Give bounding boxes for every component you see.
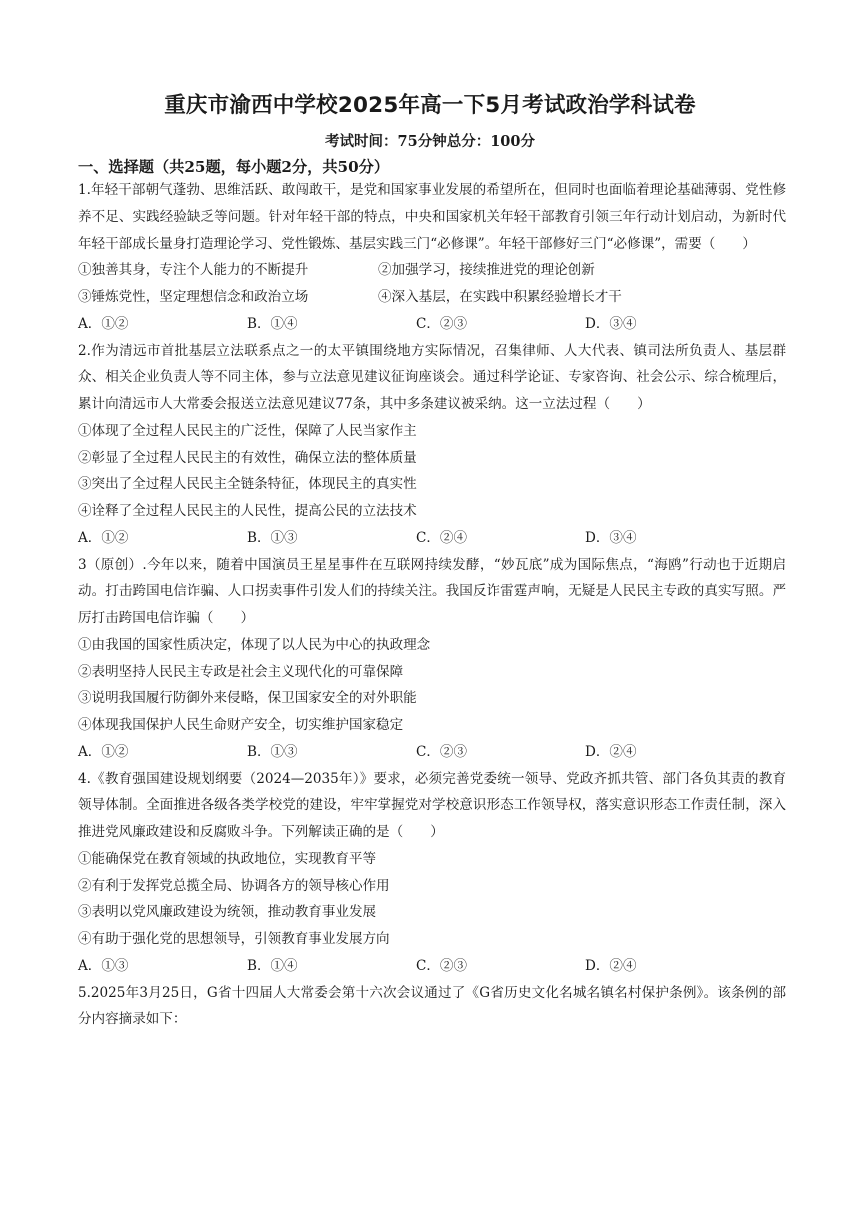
exam-info: 考试时间：75分钟总分：100分 (325, 133, 535, 150)
statement-option: ②有利于发挥党总揽全局、协调各方的领导核心作用 (78, 877, 390, 894)
statement-option: ①体现了全过程人民民主的广泛性，保障了人民当家作主 (78, 422, 417, 439)
statement-option: ③表明以党风廉政建设为统领，推动教育事业发展 (78, 904, 377, 921)
answer-choice-c[interactable]: C．②③ (416, 957, 468, 974)
answer-choice-b[interactable]: B．①④ (247, 957, 298, 974)
answer-choice-a[interactable]: A．①② (78, 743, 129, 760)
answer-choice-b[interactable]: B．①③ (247, 743, 298, 760)
statement-option: ①能确保党在教育领域的执政地位，实现教育平等 (78, 850, 377, 867)
answer-choice-a[interactable]: A．①② (78, 529, 129, 546)
statement-option: ①独善其身，专注个人能力的不断提升 (78, 262, 309, 279)
statement-option: ④有助于强化党的思想领导，引领教育事业发展方向 (78, 931, 390, 947)
answer-choice-b[interactable]: B．①③ (247, 529, 298, 546)
answer-choice-d[interactable]: D．②④ (585, 957, 637, 974)
question-3 (78, 552, 786, 766)
statement-option: ①由我国的国家性质决定，体现了以人民为中心的执政理念 (78, 636, 431, 653)
question-stem: 1.年轻干部朝气蓬勃、思维活跃、敢闯敢干，是党和国家事业发展的希望所在，但同时也面临着理论基础薄弱、党性修养不足、实践经验缺乏等问题。针对年轻干部的特点，中央和国家机关年轻干部教育引领三年行动计划启动，为新时代年轻干部成长量身打造理论学习、党性锻炼、基层实践三门“必修课”。年轻干部修好三门“必修课”，需要（ ） (78, 182, 786, 252)
question-1 (78, 177, 786, 338)
statement-option: ④深入基层，在实践中积累经验增长才干 (378, 289, 622, 305)
statement-option: ②彰显了全过程人民民主的有效性，确保立法的整体质量 (78, 449, 417, 466)
section-heading: 一、选择题（共25题，每小题2分，共50分） (78, 158, 390, 176)
statement-option: ②加强学习，接续推进党的理论创新 (378, 262, 595, 279)
answer-choice-c[interactable]: C．②③ (416, 315, 468, 332)
question-stem: 3（原创）.今年以来，随着中国演员王星星事件在互联网持续发酵，“妙瓦底”成为国际焦点，“海鸥”行动也于近期启动。打击跨国电信诈骗、人口拐卖事件引发人们的持续关注。我国反诈雷霆声响，无疑是人民民主专政的真实写照。严厉打击跨国电信诈骗（ ） (78, 556, 786, 626)
statement-option: ③锤炼党性，坚定理想信念和政治立场 (78, 289, 309, 305)
statement-option: ②表明坚持人民民主专政是社会主义现代化的可靠保障 (78, 663, 404, 680)
statement-option: ④诠释了全过程人民民主的人民性，提高公民的立法技术 (78, 503, 417, 519)
statement-option: ③说明我国履行防御外来侵略，保卫国家安全的对外职能 (78, 690, 417, 707)
answer-choice-d[interactable]: D．②④ (585, 743, 637, 760)
question-stem: 2.作为清远市首批基层立法联系点之一的太平镇围绕地方实际情况，召集律师、人大代表、镇司法所负责人、基层群众、相关企业负责人等不同主体，参与立法意见建议征询座谈会。通过科学论证、专家咨询、社会公示、综合梳理后，累计向清远市人大常委会报送立法意见建议77条，其中多条建议被采纳。这一立法过程（ ） (78, 342, 786, 412)
exam-title: 重庆市渝西中学校2025年高一下5月考试政治学科试卷 (164, 93, 696, 118)
question-2 (78, 338, 786, 552)
question-stem: 5.2025年3月25日，G省十四届人大常委会第十六次会议通过了《G省历史文化名城名镇名村保护条例》。该条例的部分内容摘录如下： (78, 984, 786, 1028)
statement-option: ③突出了全过程人民民主全链条特征，体现民主的真实性 (78, 476, 417, 493)
answer-choice-a[interactable]: A．①③ (78, 957, 129, 974)
statement-option: ④体现我国保护人民生命财产安全，切实维护国家稳定 (78, 717, 404, 733)
answer-choice-d[interactable]: D．③④ (585, 529, 637, 546)
answer-choice-c[interactable]: C．②④ (416, 529, 468, 546)
question-5 (78, 980, 786, 1034)
answer-choice-a[interactable]: A．①② (78, 315, 129, 332)
answer-choice-d[interactable]: D．③④ (585, 315, 637, 332)
question-stem: 4.《教育强国建设规划纲要（2024—2035年）》要求，必须完善党委统一领导、党政齐抓共管、部门各负其责的教育领导体制。全面推进各级各类学校党的建设，牢牢掌握党对学校意识形态工作领导权，落实意识形态工作责任制，深入推进党风廉政建设和反腐败斗争。下列解读正确的是（ ） (78, 770, 786, 840)
question-4 (78, 766, 786, 980)
question-list (78, 177, 786, 1033)
answer-choice-c[interactable]: C．②③ (416, 743, 468, 760)
answer-choice-b[interactable]: B．①④ (247, 315, 298, 332)
